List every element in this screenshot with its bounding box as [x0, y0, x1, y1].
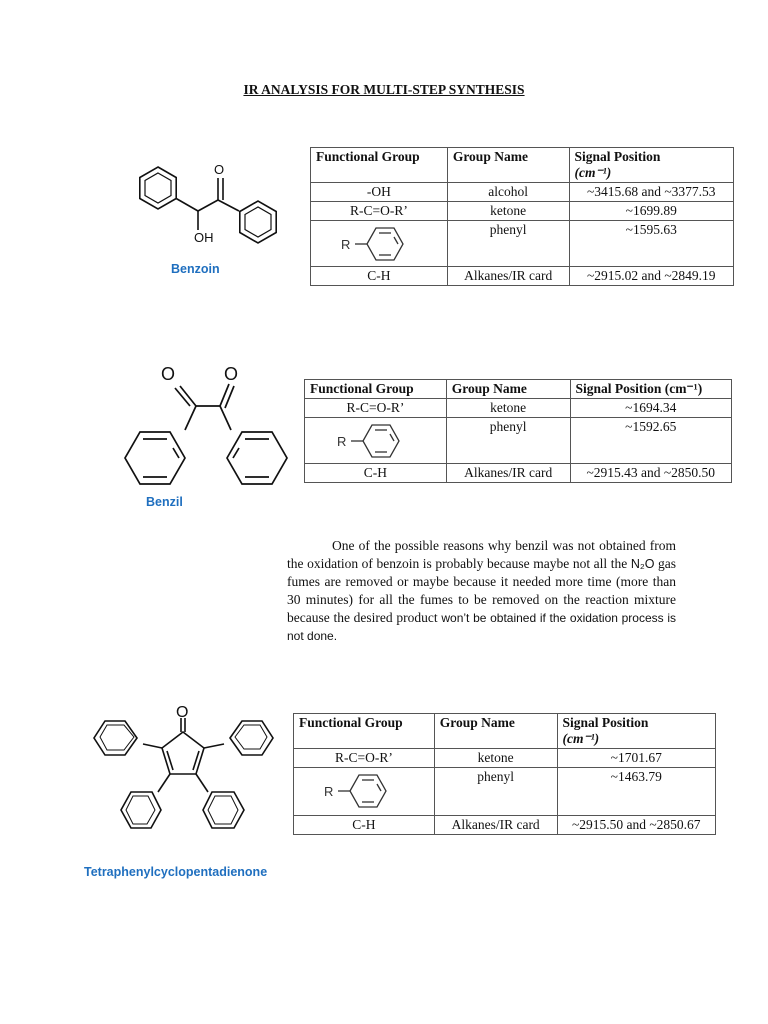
table-row	[305, 464, 732, 483]
signal-unit: (cm⁻¹)	[562, 731, 600, 746]
benzil-ir-table	[304, 379, 732, 483]
tetraphenylcyclopentadienone-caption: Tetraphenylcyclopentadienone	[84, 865, 268, 879]
group-name-cell: ketone	[434, 749, 557, 768]
signal-cell: ~1694.34	[570, 399, 731, 418]
functional-group-cell: R-C=O-R’	[305, 399, 447, 418]
oxygen-atom-label: O	[224, 364, 239, 384]
table-header-row	[311, 148, 734, 183]
table-header-row	[305, 380, 732, 399]
table-row	[311, 202, 734, 221]
table-row	[294, 768, 716, 816]
header-functional-group: Functional Group	[311, 148, 448, 183]
table-row	[311, 183, 734, 202]
paragraph-text: gas fumes are removed or maybe because it needed more time (more than 30 minutes) for all the fumes to be removed on the reaction mixture because the desired product	[287, 556, 677, 625]
benzoin-caption: Benzoin	[171, 262, 220, 276]
header-group-name: Group Name	[434, 714, 557, 749]
functional-group-cell: C-H	[311, 267, 448, 286]
group-name-cell: phenyl	[447, 221, 569, 267]
group-name-cell: ketone	[447, 202, 569, 221]
signal-cell: ~2915.43 and ~2850.50	[570, 464, 731, 483]
signal-cell: ~1701.67	[557, 749, 716, 768]
paragraph-text: One of the possible reasons why benzil was not obtained from the oxidation of benzoin is probably because maybe not all the	[287, 538, 676, 571]
functional-group-cell: R-C=O-R’	[294, 749, 435, 768]
header-functional-group: Functional Group	[305, 380, 447, 399]
phenyl-ring-cell	[294, 768, 435, 816]
signal-cell: ~2915.02 and ~2849.19	[569, 267, 733, 286]
group-name-cell: alcohol	[447, 183, 569, 202]
signal-cell: ~3415.68 and ~3377.53	[569, 183, 733, 202]
group-name-cell: Alkanes/IR card	[446, 464, 570, 483]
table-row	[305, 399, 732, 418]
header-signal-position: Signal Position (cm⁻¹)	[570, 380, 731, 399]
oxygen-atom-label: O	[214, 162, 225, 177]
header-group-name: Group Name	[447, 148, 569, 183]
group-name-cell: phenyl	[446, 418, 570, 464]
table-row	[311, 221, 734, 267]
phenyl-ring-icon	[324, 770, 396, 812]
phenyl-ring-icon	[341, 223, 413, 265]
group-name-cell: phenyl	[434, 768, 557, 816]
table-header-row	[294, 714, 716, 749]
group-name-cell: Alkanes/IR card	[434, 816, 557, 835]
functional-group-cell: C-H	[294, 816, 435, 835]
tetraphenylcyclopentadienone-ir-table	[293, 713, 716, 835]
table-row	[294, 749, 716, 768]
signal-unit: (cm⁻¹)	[574, 165, 612, 180]
functional-group-cell: R-C=O-R’	[311, 202, 448, 221]
hydroxyl-atom-label: OH	[194, 230, 214, 245]
paragraph-text: won’t be obtained if the oxidation process is not done.	[287, 611, 677, 643]
functional-group-cell: C-H	[305, 464, 447, 483]
signal-cell: ~2915.50 and ~2850.67	[557, 816, 716, 835]
signal-cell: ~1463.79	[557, 768, 716, 816]
oxygen-atom-label: O	[161, 364, 176, 384]
benzil-structure	[118, 362, 288, 494]
table-row	[305, 418, 732, 464]
header-signal-position: Signal Position (cm⁻¹)	[557, 714, 716, 749]
page-title: IR ANALYSIS FOR MULTI-STEP SYNTHESIS	[243, 82, 525, 97]
benzoin-structure	[118, 160, 298, 260]
phenyl-ring-cell	[305, 418, 447, 464]
functional-group-cell: -OH	[311, 183, 448, 202]
group-name-cell: ketone	[446, 399, 570, 418]
table-row	[294, 816, 716, 835]
signal-cell: ~1592.65	[570, 418, 731, 464]
benzil-caption: Benzil	[146, 495, 183, 509]
header-functional-group: Functional Group	[294, 714, 435, 749]
group-name-cell: Alkanes/IR card	[447, 267, 569, 286]
ring-r-label: R	[337, 434, 347, 449]
table-row	[311, 267, 734, 286]
discussion-paragraph	[287, 537, 676, 645]
phenyl-ring-icon	[337, 420, 409, 462]
oxygen-atom-label: O	[176, 704, 189, 721]
phenyl-ring-cell	[311, 221, 448, 267]
header-group-name: Group Name	[446, 380, 570, 399]
ring-r-label: R	[324, 784, 334, 799]
signal-cell: ~1699.89	[569, 202, 733, 221]
header-signal-position: Signal Position (cm⁻¹)	[569, 148, 733, 183]
n2o-formula: N₂O	[630, 557, 655, 571]
signal-unit: (cm⁻¹)	[664, 381, 703, 396]
benzoin-ir-table	[310, 147, 734, 286]
tetraphenylcyclopentadienone-structure	[86, 704, 286, 854]
signal-cell: ~1595.63	[569, 221, 733, 267]
ring-r-label: R	[341, 237, 351, 252]
